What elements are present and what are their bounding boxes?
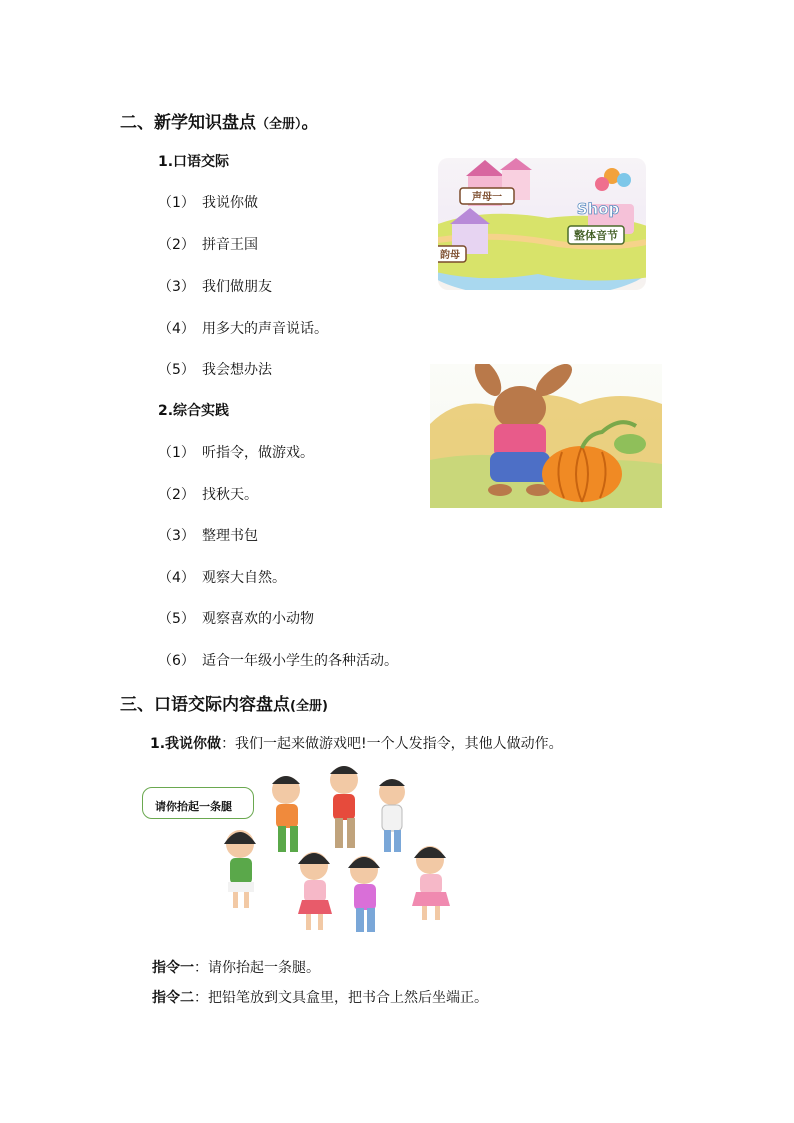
rabbit-pumpkin-illustration <box>430 364 662 508</box>
section-2-title: 二、新学知识盘点（全册）。 <box>120 113 319 133</box>
svg-text:声母一: 声母一 <box>472 192 502 203</box>
oral-item-3: （3） 我们做朋友 <box>158 279 272 295</box>
practice-item-4: （4） 观察大自然。 <box>158 570 286 586</box>
practice-heading: 2.综合实践 <box>158 403 230 419</box>
rabbit-head <box>494 386 546 430</box>
practice-item-5: （5） 观察喜欢的小动物 <box>158 611 314 627</box>
instruction-2: 指令二：把铅笔放到文具盒里，把书合上然后坐端正。 <box>152 990 488 1006</box>
oral-item-5: （5） 我会想办法 <box>158 362 272 378</box>
rabbit-drawing <box>430 364 662 508</box>
oral-heading: 1.口语交际 <box>158 154 230 170</box>
svg-text:整体音节: 整体音节 <box>574 229 618 242</box>
pinyin-kingdom-map-illustration <box>438 158 646 290</box>
practice-item-3: （3） 整理书包 <box>158 528 258 544</box>
svg-text:韵母: 韵母 <box>440 250 460 261</box>
practice-item-1: （1） 听指令，做游戏。 <box>158 445 314 461</box>
section-3-title: 三、口语交际内容盘点(全册) <box>120 695 328 715</box>
pumpkin <box>542 446 622 502</box>
oral-item-2: （2） 拼音王国 <box>158 237 258 253</box>
practice-item-2: （2） 找秋天。 <box>158 487 258 503</box>
oral-item-4: （4） 用多大的声音说话。 <box>158 321 328 337</box>
rabbit-pants <box>490 452 550 482</box>
speech-bubble-text: 请你抬起一条腿 <box>155 800 232 813</box>
oral-item-1: （1） 我说你做 <box>158 195 258 211</box>
item-1-line: 1.我说你做：我们一起来做游戏吧!一个人发指令，其他人做动作。 <box>150 736 563 752</box>
map-drawing <box>438 158 646 290</box>
instruction-1: 指令一：请你抬起一条腿。 <box>152 960 320 976</box>
sign-shop: Shop <box>576 200 620 218</box>
practice-item-6: （6） 适合一年级小学生的各种活动。 <box>158 653 398 669</box>
